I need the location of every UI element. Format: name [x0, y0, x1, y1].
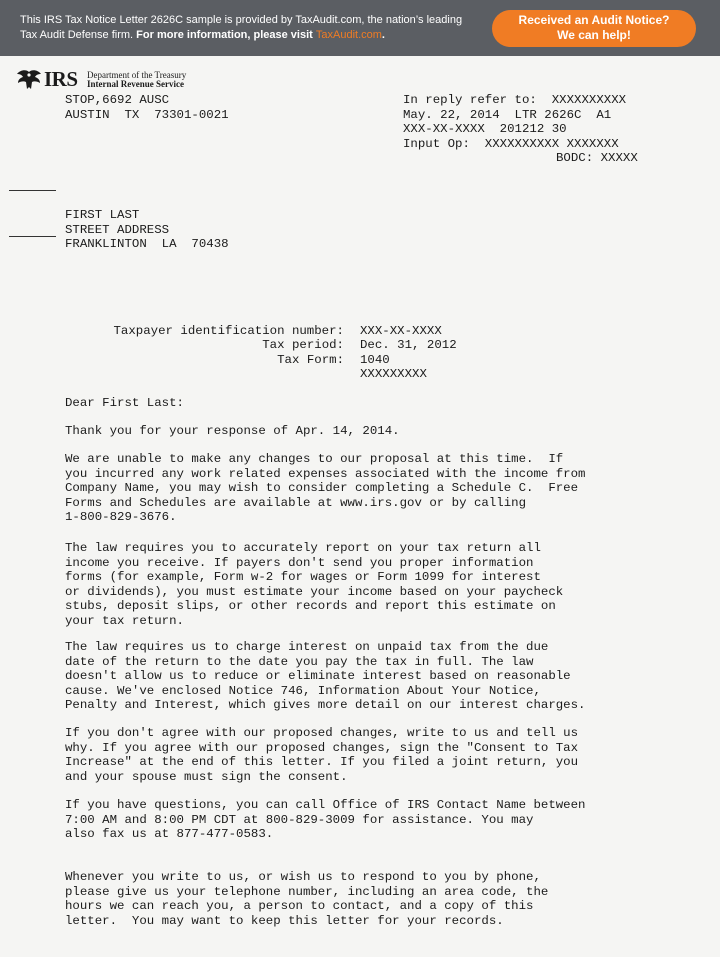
tax-form-value: 1040: [360, 353, 390, 367]
sender-address: [65, 93, 229, 122]
recipient-city: FRANKLINTON LA 70438: [65, 237, 229, 252]
banner-text-intro: This IRS Tax Notice Letter 2626C sample is provided by TaxAudit.com, the nation’s leading Tax Audit Defense firm.: [20, 14, 463, 41]
tax-form-label: Tax Form:: [277, 353, 344, 367]
paragraph-write-to-us: Whenever you write to us, or wish us to respond to you by phone, please give us your telephone number, including an area code, the hours we can reach you, a person to contact, and a copy of this letter. You may want to keep this letter for your records.: [65, 870, 549, 928]
audit-help-button[interactable]: [492, 10, 696, 47]
fold-mark-top: [9, 190, 56, 191]
paragraph-questions: If you have questions, you can call Office of IRS Contact Name between 7:00 AM and 8:00 PM CDT at 800-829-3009 for assistance. You may also fax us at 877-477-0583.: [65, 798, 586, 842]
fold-mark-bottom: [9, 236, 56, 237]
reply-reference-block: [403, 93, 626, 151]
cta-line-1: Received an Audit Notice?: [518, 13, 670, 27]
logo-department: [87, 71, 207, 89]
cta-line-2: We can help!: [557, 28, 631, 42]
paragraph-response-thanks: Thank you for your response of Apr. 14, 2014.: [65, 424, 400, 438]
paragraph-interest: The law requires us to charge interest on unpaid tax from the due date of the return to the date you pay the tax in full. The law doesn't allow us to reduce or eliminate interest based on reasonable cause. We've enclosed Notice 746, Information About Your Notice, Penalty and Interest, which gives more detail on our interest charges.: [65, 640, 586, 713]
tax-period-value: Dec. 31, 2012: [360, 338, 457, 352]
reply-line-2: May. 22, 2014 LTR 2626C A1: [403, 107, 612, 122]
reply-line-4: Input Op: XXXXXXXXXX XXXXXXX: [403, 136, 619, 151]
tin-value: XXX-XX-XXXX: [360, 324, 442, 338]
sender-line-2: AUSTIN TX 73301-0021: [65, 107, 229, 122]
logo-dept-line-2: Internal Revenue Service: [87, 79, 184, 89]
banner-text-bold: For more information, please visit: [136, 29, 316, 41]
paragraph-disagree: If you don't agree with our proposed changes, write to us and tell us why. If you agree with our proposed changes, sign the "Consent to Tax Increase" at the end of this letter. If you filed a joint return, you and your spouse must sign the consent.: [65, 726, 579, 784]
paragraph-report-income: The law requires you to accurately report on your tax return all income you receive. If payers don't send you proper information forms (for example, Form w-2 for wages or Form 1099 for interest or dividends), you must estimate your income based on your paycheck stubs, deposit slips, or other records and report this estimate on your tax return.: [65, 541, 564, 628]
taxaudit-link[interactable]: TaxAudit.com: [315, 29, 382, 41]
tin-label: Taxpayer identification number:: [113, 324, 344, 338]
eagle-seal-icon: [16, 69, 42, 91]
salutation: Dear First Last:: [65, 396, 184, 410]
recipient-name: FIRST LAST: [65, 208, 140, 222]
tax-extra-value: XXXXXXXXX: [360, 367, 427, 381]
recipient-street: STREET ADDRESS: [65, 222, 170, 237]
sender-line-1: STOP,6692 AUSC: [65, 93, 170, 107]
top-banner: [0, 0, 720, 56]
recipient-address: [65, 208, 229, 252]
banner-text: [20, 13, 480, 43]
reply-bodc: BODC: XXXXX: [556, 151, 638, 165]
logo-dept-line-1: Department of the Treasury: [87, 70, 187, 80]
irs-wordmark: IRS: [44, 67, 78, 91]
banner-text-end: .: [381, 29, 385, 41]
tax-period-label: Tax period:: [262, 338, 344, 352]
paragraph-unable-to-change: We are unable to make any changes to our proposal at this time. If you incurred any work related expenses associated with the income from Company Name, you may wish to consider completing a Schedule C. Free Forms and Schedules are available at www.irs.gov or by calling 1-800-829-3676.: [65, 452, 586, 525]
reply-line-1: In reply refer to: XXXXXXXXXX: [403, 93, 627, 107]
reply-line-3: XXX-XX-XXXX 201212 30: [403, 122, 567, 137]
